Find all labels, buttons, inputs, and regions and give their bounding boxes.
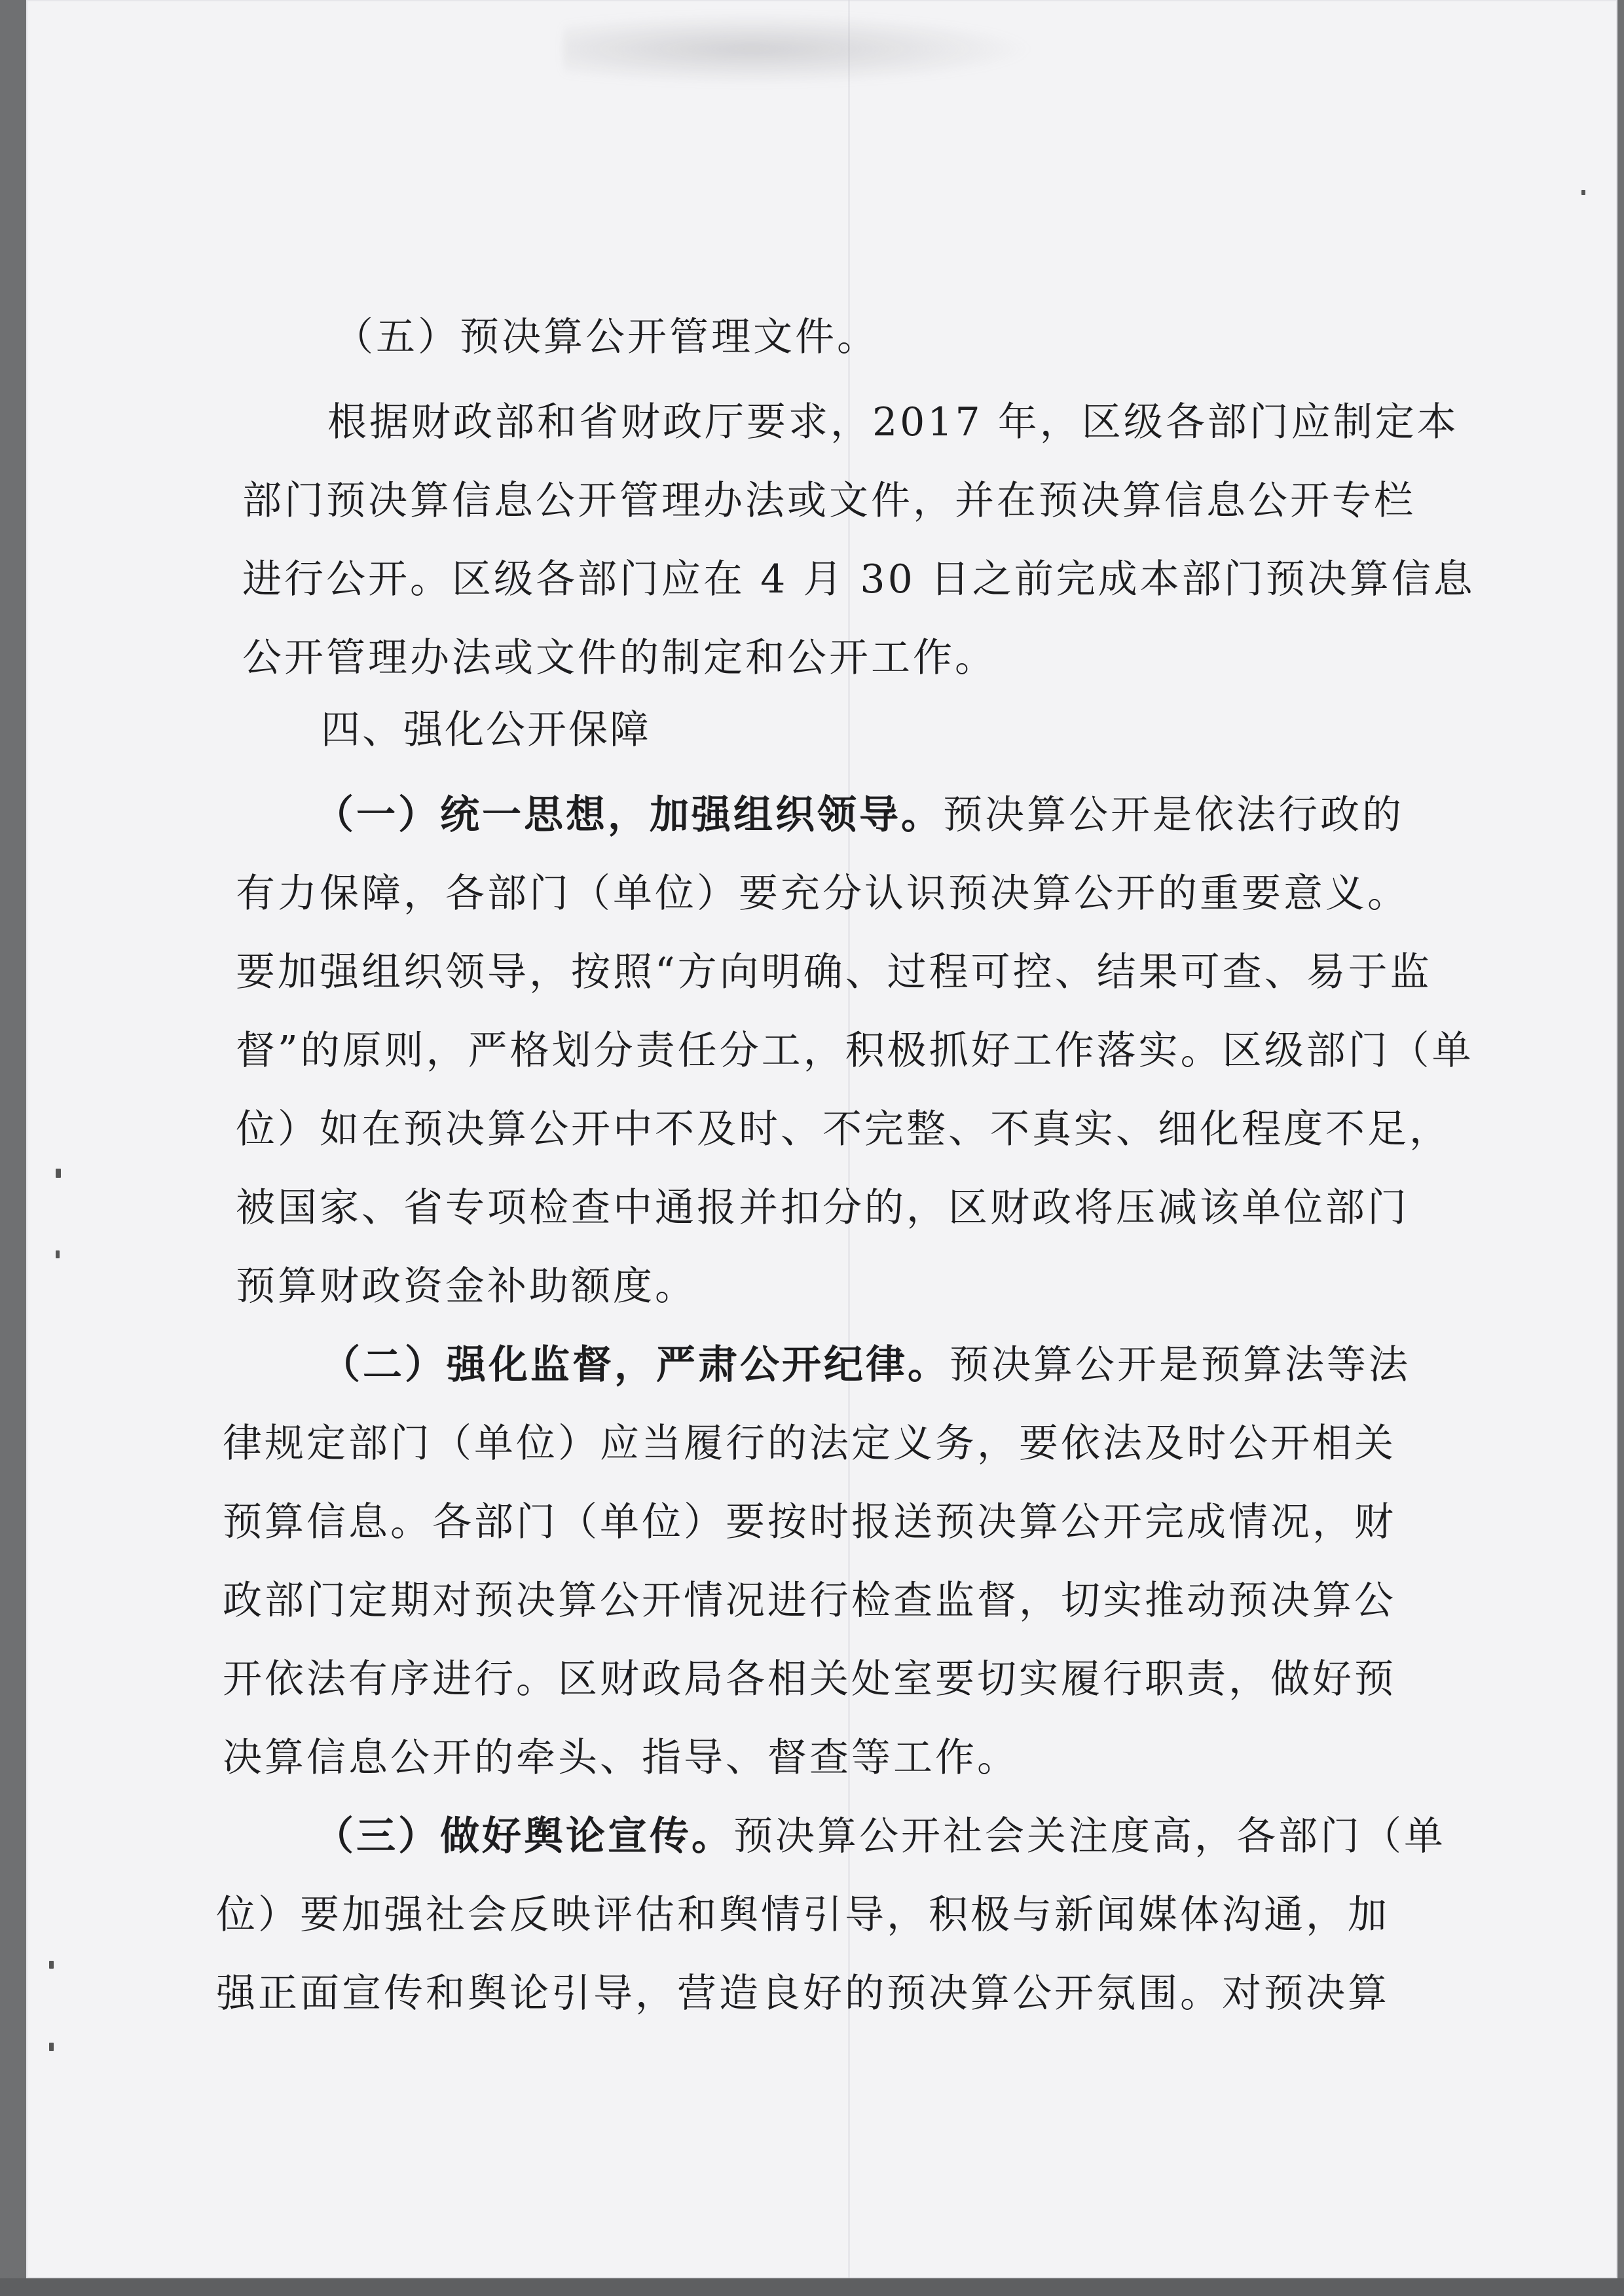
paragraph-line: 位）如在预决算公开中不及时、不完整、不真实、细化程度不足， (236, 1106, 1451, 1152)
subheading-lead: （二）强化监督，严肃公开纪律。 (321, 1342, 950, 1388)
paragraph-line (314, 1813, 1446, 1859)
paragraph-line: 根据财政部和省财政厅要求，2017 年，区级各部门应制定本 (327, 399, 1459, 445)
paragraph-line: 位）要加强社会反映评估和舆情引导，积极与新闻媒体沟通，加 (216, 1892, 1390, 1938)
scan-speck (1581, 190, 1585, 195)
paragraph-line: 强正面宣传和舆论引导，营造良好的预决算公开氛围。对预决算 (216, 1971, 1390, 2016)
document-page (26, 0, 1617, 2278)
paragraph-line: 进行公开。区级各部门应在 4 月 30 日之前完成本部门预决算信息 (242, 556, 1475, 602)
paragraph-text: 预决算公开社会关注度高，各部门（单 (733, 1813, 1446, 1859)
paragraph-text: 预决算公开是预算法等法 (950, 1342, 1411, 1388)
section-5-title: （五）预决算公开管理文件。 (334, 314, 879, 360)
paragraph-line: 政部门定期对预决算公开情况进行检查监督，切实推动预决算公 (223, 1578, 1396, 1624)
paragraph-line: 决算信息公开的牵头、指导、督查等工作。 (223, 1735, 1019, 1781)
scan-speck (56, 1169, 61, 1178)
paragraph-text: 预决算公开是依法行政的 (943, 792, 1404, 838)
scan-speck (49, 2043, 54, 2051)
paragraph-line (314, 792, 1404, 838)
paragraph-line: 开依法有序进行。区财政局各相关处室要切实履行职责，做好预 (223, 1656, 1396, 1702)
scan-smudge (563, 13, 1035, 85)
paragraph-line: 预算信息。各部门（单位）要按时报送预决算公开完成情况，财 (223, 1499, 1396, 1545)
subheading-lead: （一）统一思想，加强组织领导。 (314, 792, 943, 838)
paragraph-line: 有力保障，各部门（单位）要充分认识预决算公开的重要意义。 (236, 871, 1409, 917)
paragraph-line: 要加强组织领导，按照“方向明确、过程可控、结果可查、易于监 (236, 949, 1432, 995)
paragraph-line: 律规定部门（单位）应当履行的法定义务，要依法及时公开相关 (223, 1421, 1396, 1467)
scan-speck (56, 1250, 60, 1258)
subheading-lead: （三）做好舆论宣传。 (314, 1813, 733, 1859)
paragraph-line: 公开管理办法或文件的制定和公开工作。 (242, 635, 997, 681)
section-4-heading: 四、强化公开保障 (321, 707, 651, 753)
paragraph-line (321, 1342, 1411, 1388)
paragraph-line: 督”的原则，严格划分责任分工，积极抓好工作落实。区级部门（单 (236, 1028, 1474, 1074)
paragraph-line: 预算财政资金补助额度。 (236, 1264, 697, 1309)
scan-speck (49, 1961, 54, 1969)
paragraph-line: 被国家、省专项检查中通报并扣分的，区财政将压减该单位部门 (236, 1185, 1409, 1231)
scan-bottom-edge (0, 2278, 1624, 2296)
paragraph-line: 部门预决算信息公开管理办法或文件，并在预决算信息公开专栏 (242, 478, 1416, 524)
